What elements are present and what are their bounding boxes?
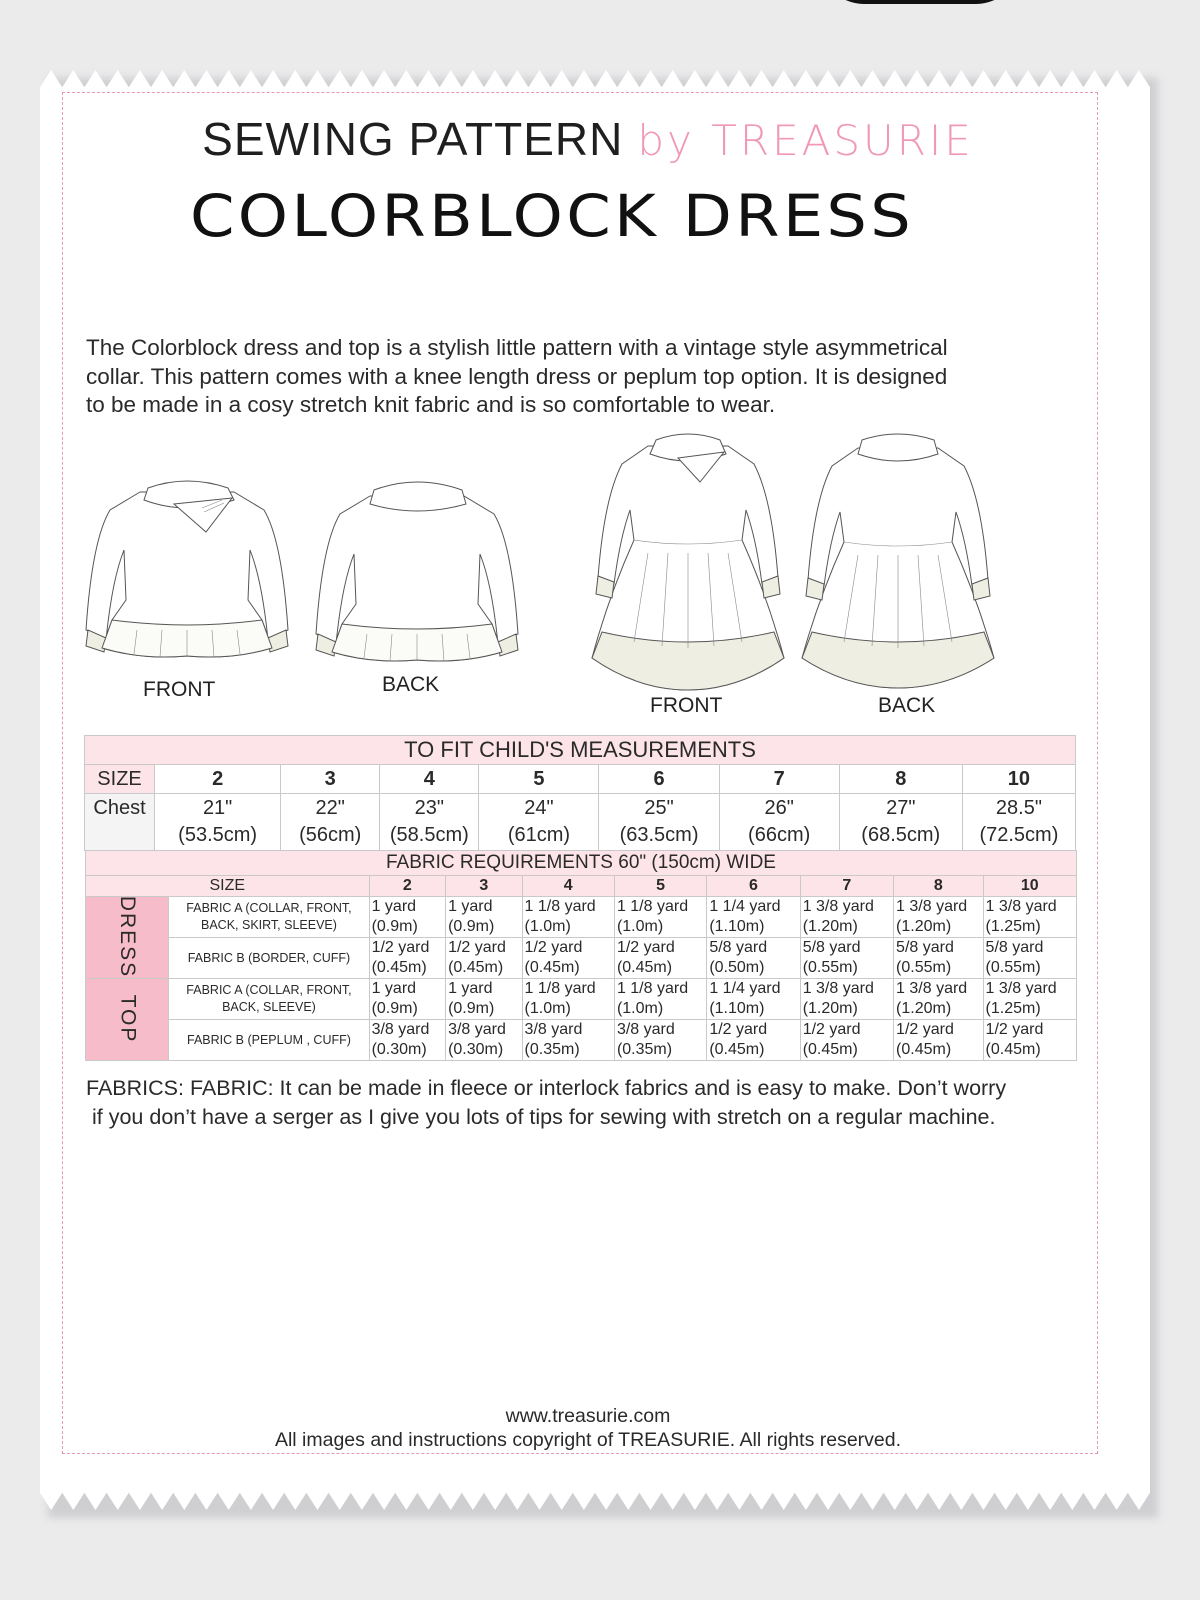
fabric-amount-cell	[522, 897, 614, 938]
fabric-yards: 1 3/8 yard	[802, 898, 874, 915]
fabric-table	[85, 850, 1077, 1061]
chest-cm: (58.5cm)	[389, 824, 469, 846]
chest-inches: 28.5"	[995, 797, 1042, 819]
fabric-amount-cell	[707, 897, 800, 938]
fabric-yards: 1/2 yard	[448, 939, 506, 956]
fabric-size-header: 7	[800, 876, 893, 897]
title-brand: by TREASURIE	[637, 116, 974, 165]
fabric-meters: (1.20m)	[896, 1000, 952, 1017]
fabric-size-header: 2	[369, 876, 445, 897]
fabric-amount-cell	[614, 938, 706, 979]
fabric-meters: (0.35m)	[616, 1041, 673, 1058]
chest-inches: 24"	[524, 797, 554, 819]
intro-line-2: collar. This pattern comes with a knee length dress or peplum top option. It is designed	[86, 363, 948, 389]
fabrics-note	[86, 1074, 1086, 1132]
fabric-amount-cell	[522, 979, 614, 1020]
chest-cell	[719, 794, 839, 851]
top-back-label: BACK	[382, 673, 440, 696]
fabric-meters: (0.45m)	[802, 1041, 858, 1058]
fabric-meters: (1.25m)	[985, 918, 1041, 935]
fabric-size-header: 6	[707, 876, 800, 897]
chest-inches: 23"	[414, 797, 444, 819]
fabric-yards: 5/8 yard	[709, 939, 768, 956]
fabric-meters: (0.35m)	[524, 1041, 580, 1058]
fabric-size-header: 4	[522, 876, 614, 897]
fabric-size-header: 3	[446, 876, 522, 897]
fabric-amount-cell	[446, 897, 522, 938]
chest-cm: (72.5cm)	[979, 824, 1059, 846]
fabric-yards: 5/8 yard	[802, 939, 861, 956]
fabric-row	[86, 979, 1077, 1020]
chest-cm: (53.5cm)	[178, 824, 258, 846]
fabric-meters: (0.45m)	[896, 1041, 952, 1058]
fabric-yards: 3/8 yard	[371, 1021, 430, 1038]
fabric-yards: 1 yard	[448, 980, 493, 997]
fabric-type-label: FABRIC B (BORDER, CUFF)	[169, 938, 369, 979]
fabric-meters: (0.50m)	[709, 959, 765, 976]
chest-cell	[281, 794, 380, 851]
fabric-yards: 1/2 yard	[802, 1021, 861, 1038]
fabric-amount-cell	[800, 979, 893, 1020]
measurements-caption: TO FIT CHILD'S MEASUREMENTS	[85, 736, 1076, 765]
fabric-yards: 1 1/8 yard	[524, 898, 596, 915]
fabric-meters: (0.45m)	[985, 1041, 1041, 1058]
chest-inches: 26"	[764, 797, 794, 819]
size-header: 4	[380, 765, 479, 794]
top-front-label: FRONT	[143, 678, 216, 701]
footer-website: www.treasurie.com	[505, 1405, 671, 1427]
fabric-meters: (0.45m)	[371, 959, 427, 976]
fabric-yards: 1 yard	[448, 898, 493, 915]
fabric-size-row	[86, 876, 1077, 897]
page-title	[0, 112, 1176, 166]
fabric-yards: 1 1/8 yard	[616, 898, 689, 915]
fabric-size-label: SIZE	[86, 876, 370, 897]
fabric-yards: 1 1/4 yard	[709, 980, 781, 997]
fabric-amount-cell	[894, 1020, 984, 1061]
fabric-meters: (0.9m)	[371, 918, 418, 935]
fabric-meters: (0.55m)	[802, 959, 858, 976]
fabric-group-name: TOP	[116, 994, 140, 1043]
fabric-meters: (1.20m)	[802, 918, 858, 935]
fabric-yards: 1 3/8 yard	[985, 898, 1057, 915]
fabric-yards: 1 yard	[371, 898, 417, 915]
top-front-sketch	[82, 470, 292, 670]
fabric-yards: 1 1/4 yard	[709, 898, 781, 915]
footer-copyright: All images and instructions copyright of TREASURIE. All rights reserved.	[274, 1429, 902, 1451]
dress-back-sketch	[798, 430, 998, 694]
intro-paragraph	[86, 334, 1086, 420]
fabric-meters: (1.20m)	[896, 918, 952, 935]
fabric-meters: (0.45m)	[448, 959, 504, 976]
fabric-yards: 1 3/8 yard	[985, 980, 1057, 997]
fabric-yards: 1 1/8 yard	[616, 980, 689, 997]
dress-front-label: FRONT	[650, 694, 723, 717]
top-decoration	[820, 0, 1020, 4]
fabric-yards: 5/8 yard	[985, 939, 1044, 956]
fabric-group-name: DRESS	[116, 895, 140, 978]
chest-inches: 25"	[644, 797, 674, 819]
fabric-amount-cell	[446, 938, 522, 979]
measurements-table	[84, 735, 1076, 851]
fabrics-note-line-2: if you don’t have a serger as I give you lots of tips for sewing with stretch on a regular machine.	[92, 1105, 996, 1129]
chest-cell	[839, 794, 962, 851]
fabric-amount-cell	[707, 938, 800, 979]
chest-cell	[599, 794, 719, 851]
fabric-yards: 5/8 yard	[896, 939, 954, 956]
fabric-yards: 3/8 yard	[616, 1021, 675, 1038]
chest-cm: (56cm)	[299, 824, 362, 846]
fabric-type-label: FABRIC A (COLLAR, FRONT, BACK, SKIRT, SLEEVE)	[169, 897, 369, 938]
chest-cell	[962, 794, 1075, 851]
chest-label: Chest	[85, 794, 155, 851]
fabric-row	[86, 897, 1077, 938]
fabric-meters: (0.9m)	[371, 1000, 418, 1017]
fabric-meters: (1.0m)	[524, 918, 571, 935]
fabric-amount-cell	[983, 938, 1076, 979]
chest-inches: 22"	[315, 797, 345, 819]
fabric-amount-cell	[614, 1020, 706, 1061]
fabric-amount-cell	[707, 979, 800, 1020]
chest-cm: (61cm)	[507, 824, 571, 846]
chest-inches: 27"	[886, 797, 916, 819]
fabric-size-header: 10	[983, 876, 1076, 897]
chest-cell	[479, 794, 599, 851]
fabric-meters: (1.0m)	[524, 1000, 571, 1017]
fabric-meters: (0.9m)	[448, 918, 495, 935]
chest-row	[85, 794, 1076, 851]
fabric-yards: 1/2 yard	[371, 939, 430, 956]
fabric-amount-cell	[446, 979, 522, 1020]
fabric-type-label: FABRIC B (PEPLUM , CUFF)	[169, 1020, 369, 1061]
fabric-meters: (1.25m)	[985, 1000, 1041, 1017]
fabric-group-label	[86, 979, 169, 1061]
fabric-meters: (0.45m)	[709, 1041, 765, 1058]
fabric-meters: (0.55m)	[985, 959, 1041, 976]
fabric-amount-cell	[614, 979, 706, 1020]
fabric-amount-cell	[522, 938, 614, 979]
intro-line-3: to be made in a cosy stretch knit fabric and is so comfortable to wear.	[86, 392, 776, 417]
chest-cell	[155, 794, 281, 851]
fabric-yards: 1/2 yard	[896, 1021, 954, 1038]
dress-front-sketch	[588, 428, 788, 698]
measurements-size-row	[85, 765, 1076, 794]
dress-back-label: BACK	[878, 694, 936, 717]
fabrics-note-line-1: FABRICS: FABRIC: It can be made in fleece or interlock fabrics and is easy to make. Don’t worry	[86, 1076, 1007, 1100]
fabric-yards: 3/8 yard	[448, 1021, 506, 1038]
fabric-amount-cell	[983, 897, 1076, 938]
fabric-meters: (0.30m)	[448, 1041, 504, 1058]
chest-cm: (68.5cm)	[861, 824, 941, 846]
fabric-meters: (1.0m)	[616, 1000, 664, 1017]
fabric-yards: 1 3/8 yard	[896, 898, 968, 915]
chest-inches: 21"	[202, 797, 233, 819]
fabric-yards: 1 1/8 yard	[524, 980, 596, 997]
fabric-yards: 1/2 yard	[524, 939, 583, 956]
fabric-meters: (0.45m)	[524, 959, 580, 976]
fabric-amount-cell	[446, 1020, 522, 1061]
fabric-size-header: 8	[894, 876, 984, 897]
fabric-row	[86, 938, 1077, 979]
fabric-meters: (0.45m)	[616, 959, 673, 976]
size-header: 3	[281, 765, 380, 794]
fabric-meters: (0.55m)	[896, 959, 952, 976]
fabric-yards: 1/2 yard	[985, 1021, 1044, 1038]
fabric-meters: (1.20m)	[802, 1000, 858, 1017]
fabric-type-label: FABRIC A (COLLAR, FRONT, BACK, SLEEVE)	[169, 979, 369, 1020]
fabric-meters: (1.10m)	[709, 1000, 765, 1017]
pattern-name: COLORBLOCK DRESS	[189, 182, 915, 250]
fabric-amount-cell	[894, 938, 984, 979]
fabric-amount-cell	[522, 1020, 614, 1061]
chest-cm: (66cm)	[748, 824, 811, 846]
size-header: 5	[479, 765, 599, 794]
chest-cm: (63.5cm)	[619, 824, 699, 846]
fabric-group-label	[86, 897, 169, 979]
size-header: 8	[839, 765, 962, 794]
size-header: 2	[155, 765, 281, 794]
intro-line-1: The Colorblock dress and top is a stylish little pattern with a vintage style asymmetrical	[86, 335, 948, 360]
size-header: 10	[962, 765, 1075, 794]
fabric-amount-cell	[369, 897, 445, 938]
fabric-caption: FABRIC REQUIREMENTS 60" (150cm) WIDE	[86, 851, 1077, 876]
fabric-amount-cell	[800, 938, 893, 979]
fabric-amount-cell	[707, 1020, 800, 1061]
fabric-row	[86, 1020, 1077, 1061]
fabric-amount-cell	[800, 897, 893, 938]
size-header: 7	[719, 765, 839, 794]
fabric-amount-cell	[894, 897, 984, 938]
fabric-amount-cell	[894, 979, 984, 1020]
fabric-amount-cell	[369, 979, 445, 1020]
fabric-yards: 1/2 yard	[616, 939, 675, 956]
fabric-meters: (0.9m)	[448, 1000, 495, 1017]
fabric-amount-cell	[369, 1020, 445, 1061]
title-part1: SEWING PATTERN	[202, 113, 624, 165]
fabric-yards: 1 3/8 yard	[802, 980, 874, 997]
fabric-yards: 3/8 yard	[524, 1021, 583, 1038]
size-header: 6	[599, 765, 719, 794]
fabric-meters: (0.30m)	[371, 1041, 427, 1058]
chest-cell	[380, 794, 479, 851]
top-back-sketch	[312, 474, 522, 670]
fabric-size-header: 5	[614, 876, 706, 897]
fabric-amount-cell	[369, 938, 445, 979]
fabric-yards: 1 yard	[371, 980, 417, 997]
fabric-amount-cell	[983, 1020, 1076, 1061]
fabric-amount-cell	[800, 1020, 893, 1061]
fabric-yards: 1 3/8 yard	[896, 980, 968, 997]
fabric-yards: 1/2 yard	[709, 1021, 768, 1038]
fabric-amount-cell	[983, 979, 1076, 1020]
size-label: SIZE	[85, 765, 155, 794]
fabric-amount-cell	[614, 897, 706, 938]
fabric-meters: (1.10m)	[709, 918, 765, 935]
fabric-meters: (1.0m)	[616, 918, 664, 935]
